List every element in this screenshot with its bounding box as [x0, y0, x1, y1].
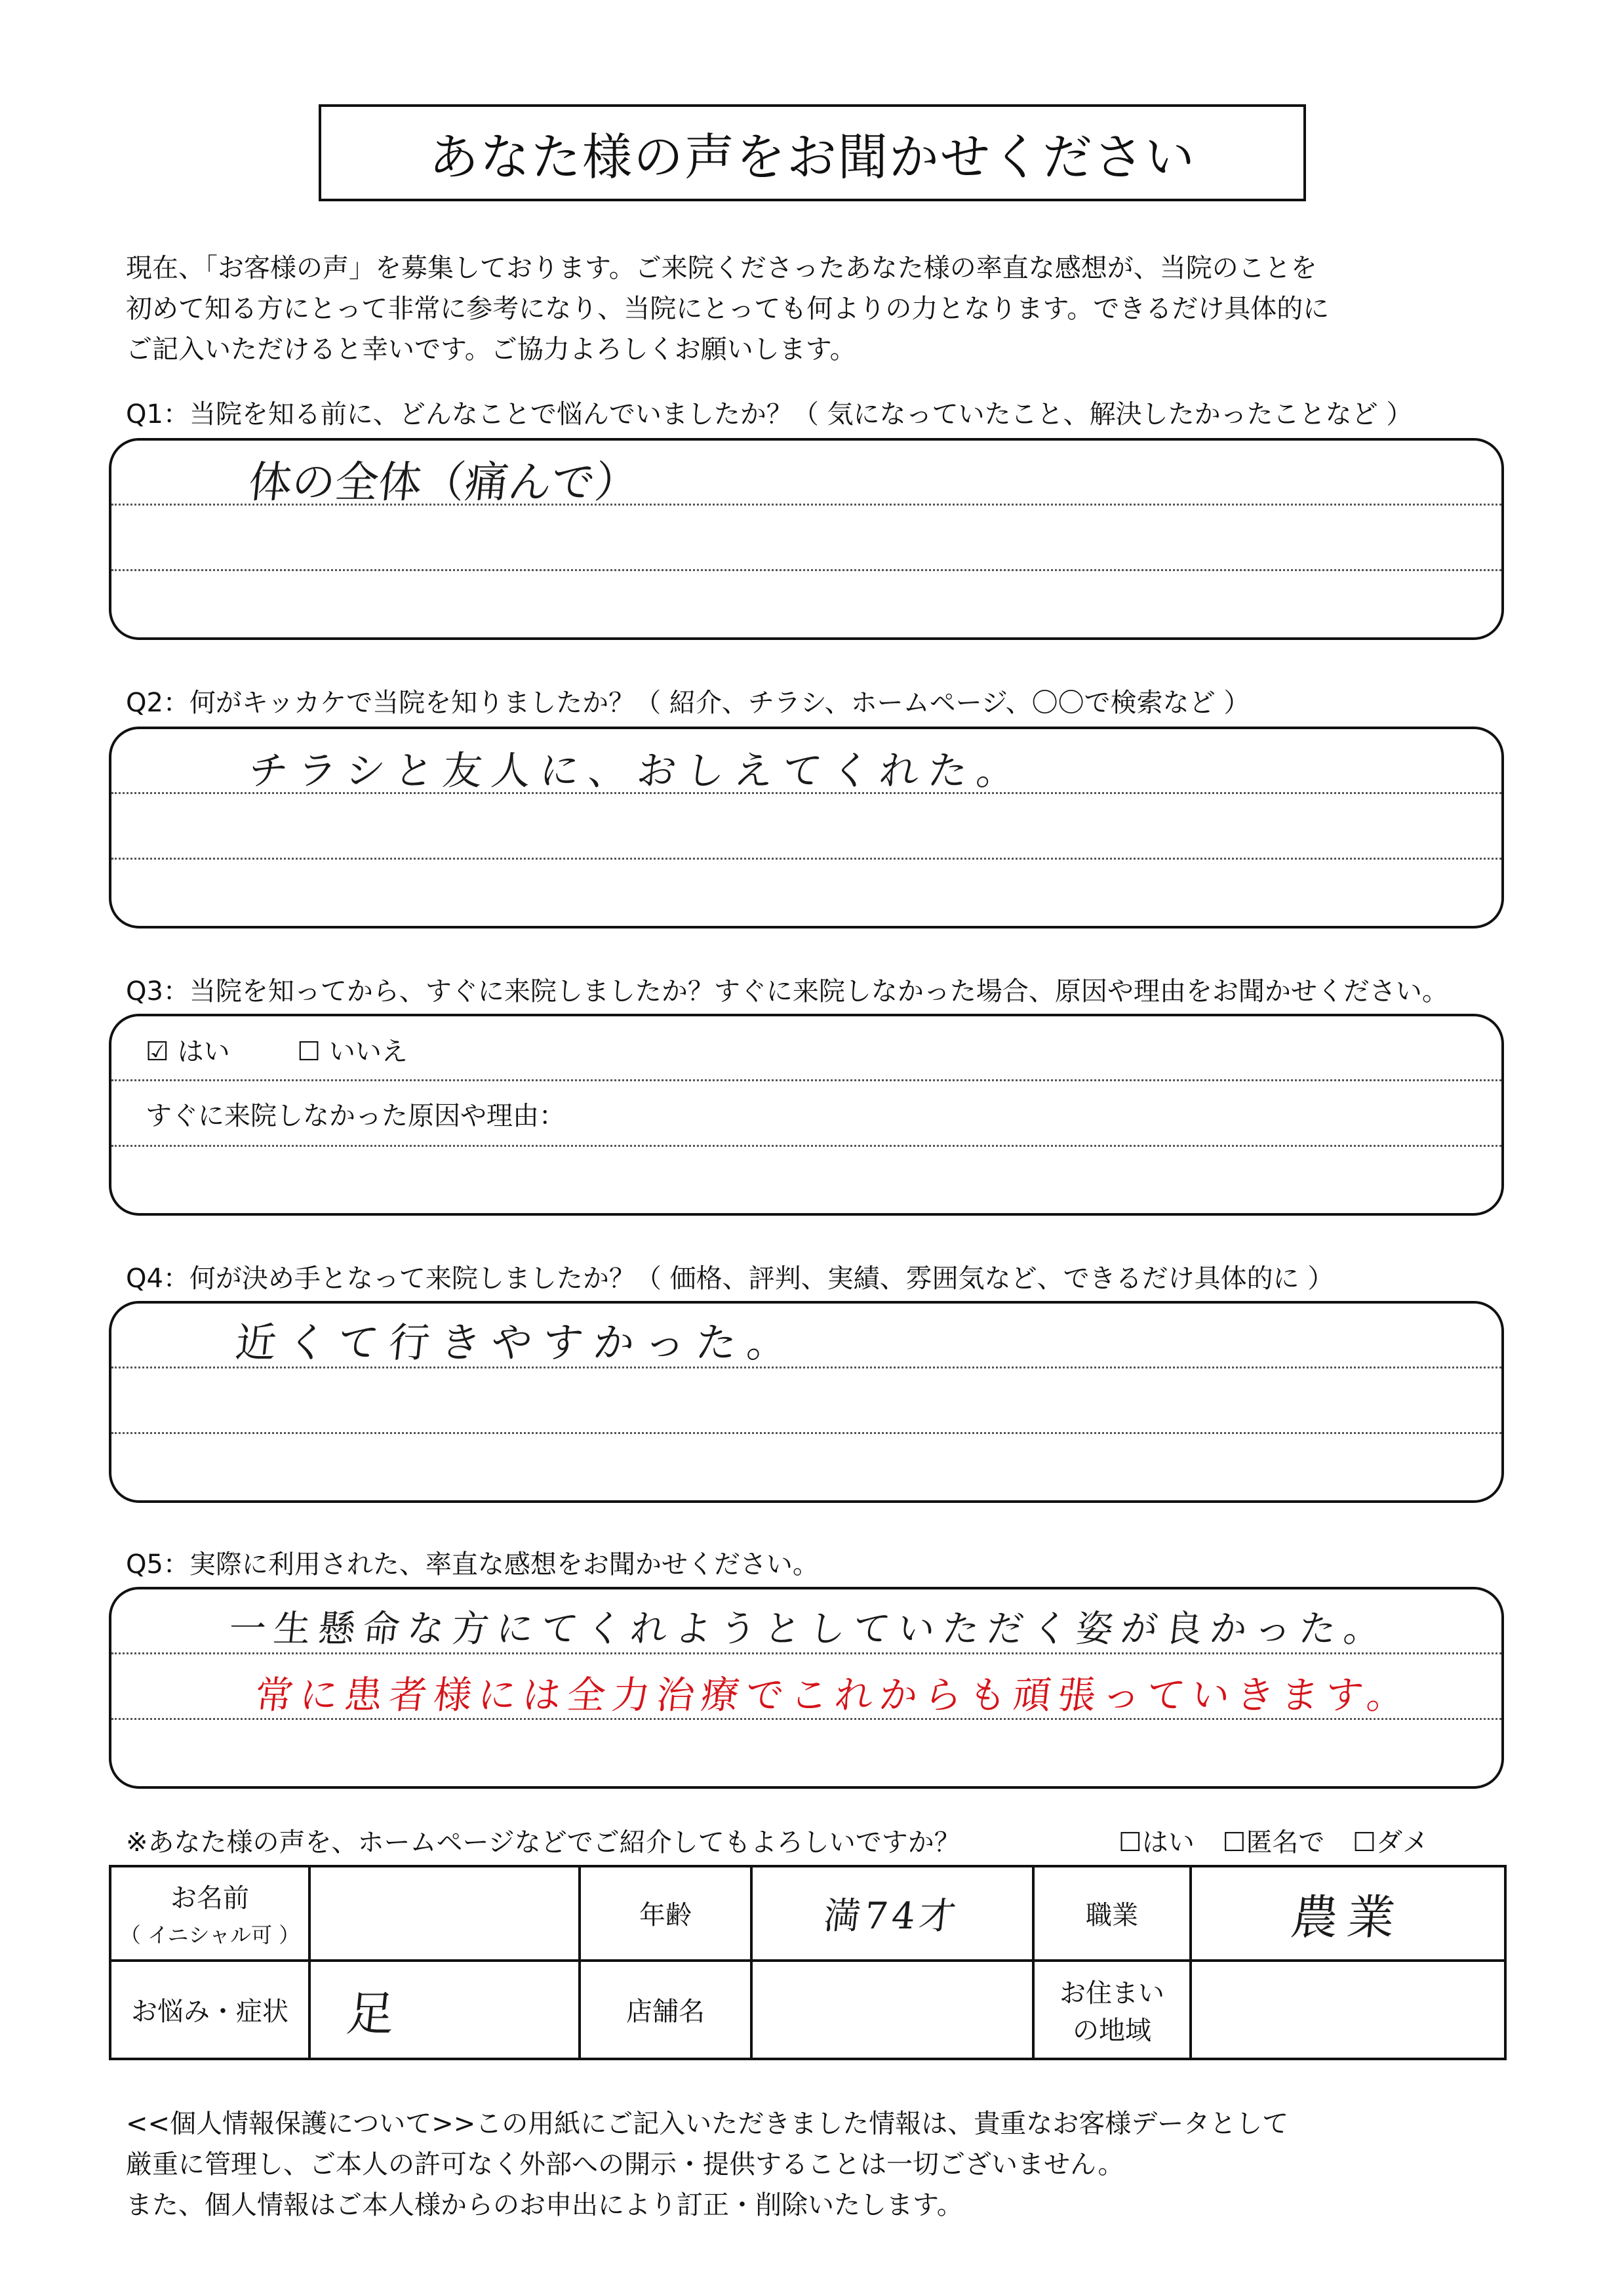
- no-checkbox[interactable]: ☐: [297, 1037, 321, 1067]
- consent-question: ※あなた様の声を、ホームページなどでご紹介してもよろしいですか？: [126, 1827, 961, 1858]
- consent-options: [1119, 1822, 1448, 1859]
- q2-answer: チラシと友人に、おしえてくれた。: [246, 748, 1028, 794]
- privacy-line: 厳重に管理し、ご本人の許可なく外部への開示・提供することは一切ございません。: [126, 2149, 1124, 2180]
- name-label-cell: [110, 1866, 309, 1961]
- answer-line: [111, 569, 1501, 571]
- age-value: 満74才: [822, 1894, 962, 1938]
- name-label: お名前: [170, 1883, 249, 1914]
- no-label: いいえ: [328, 1037, 408, 1067]
- area-label-line: の地域: [1073, 2015, 1151, 2046]
- q5-answer-box[interactable]: [109, 1587, 1504, 1789]
- answer-line: [111, 1145, 1501, 1147]
- consent-anonymous-checkbox[interactable]: ☐匿名で: [1222, 1827, 1325, 1858]
- age-field[interactable]: [751, 1866, 1033, 1961]
- q5-staff-reply: 常に患者様には全力治療でこれからも頑張っていきます。: [252, 1673, 1414, 1717]
- symptom-value: 足: [344, 1986, 397, 2041]
- privacy-notice: [126, 2104, 1288, 2225]
- name-field[interactable]: [309, 1866, 580, 1961]
- q3-choices: [146, 1031, 408, 1068]
- job-label: 職業: [1033, 1866, 1191, 1961]
- store-label: 店舗名: [580, 1961, 751, 2059]
- intro-line: 現在、「お客様の声」を募集しております。ご来院くださったあなた様の率直な感想が、当院のことを: [126, 253, 1317, 283]
- area-field[interactable]: [1191, 1961, 1505, 2059]
- q4-answer: 近くて行きやすかった。: [233, 1319, 801, 1367]
- q3-answer-box[interactable]: [109, 1014, 1504, 1216]
- q2-answer-box[interactable]: [109, 727, 1504, 928]
- privacy-line: また、個人情報はご本人様からのお申出により訂正・削除いたします。: [126, 2190, 963, 2220]
- q1-answer: 体の全体（痛んで）: [246, 457, 641, 508]
- area-label-cell: [1033, 1961, 1191, 2059]
- q3-reason-label: すぐに来院しなかった原因や理由：: [146, 1101, 565, 1131]
- consent-yes-checkbox[interactable]: ☐はい: [1119, 1827, 1195, 1858]
- answer-line: [111, 1652, 1501, 1654]
- age-label: 年齢: [580, 1866, 751, 1961]
- q4-answer-box[interactable]: [109, 1301, 1504, 1503]
- q4-question: Q4：何が決め手となって来院しましたか？（ 価格、評判、実績、雰囲気など、できるだけ具体的に ）: [126, 1264, 1334, 1294]
- store-field[interactable]: [751, 1961, 1033, 2059]
- q5-question: Q5：実際に利用された、率直な感想をお聞かせください。: [126, 1549, 819, 1580]
- yes-checkbox[interactable]: ☑: [146, 1037, 169, 1067]
- q1-answer-box[interactable]: [109, 438, 1504, 640]
- page-title: あなた様の声をお聞かせください: [319, 104, 1306, 201]
- answer-line: [111, 858, 1501, 860]
- intro-line: ご記入いただけると幸いです。ご協力よろしくお願いします。: [126, 334, 856, 365]
- symptom-label: お悩み・症状: [110, 1961, 309, 2059]
- q1-question: Q1：当院を知る前に、どんなことで悩んでいましたか？（ 気になっていたこと、解決したかったことなど ）: [126, 399, 1413, 429]
- job-field[interactable]: [1191, 1866, 1505, 1961]
- answer-line: [111, 1079, 1501, 1081]
- symptom-field[interactable]: [309, 1961, 580, 2059]
- q3-question: Q3：当院を知ってから、すぐに来院しましたか？すぐに来院しなかった場合、原因や理由をお聞かせください。: [126, 976, 1448, 1007]
- answer-line: [111, 1432, 1501, 1434]
- customer-info-table: [109, 1865, 1507, 2060]
- yes-label: はい: [177, 1037, 230, 1067]
- name-sublabel: （ イニシャル可 ）: [119, 1923, 300, 1948]
- privacy-line: <<個人情報保護について>>この用紙にご記入いただきました情報は、貴重なお客様データとして: [126, 2109, 1289, 2139]
- q5-answer: 一生懸命な方にてくれようとしていただく姿が良かった。: [227, 1608, 1391, 1650]
- area-label-line: お住まい: [1060, 1978, 1164, 2008]
- consent-no-checkbox[interactable]: ☐ダメ: [1353, 1827, 1429, 1858]
- job-value: 農業: [1288, 1889, 1407, 1945]
- intro-line: 初めて知る方にとって非常に参考になり、当院にとっても何よりの力となります。できるだけ具体的に: [126, 294, 1330, 324]
- intro-text: [126, 248, 1329, 370]
- q2-question: Q2：何がキッカケで当院を知りましたか？（ 紹介、チラシ、ホームページ、〇〇で検索など ）: [126, 688, 1250, 718]
